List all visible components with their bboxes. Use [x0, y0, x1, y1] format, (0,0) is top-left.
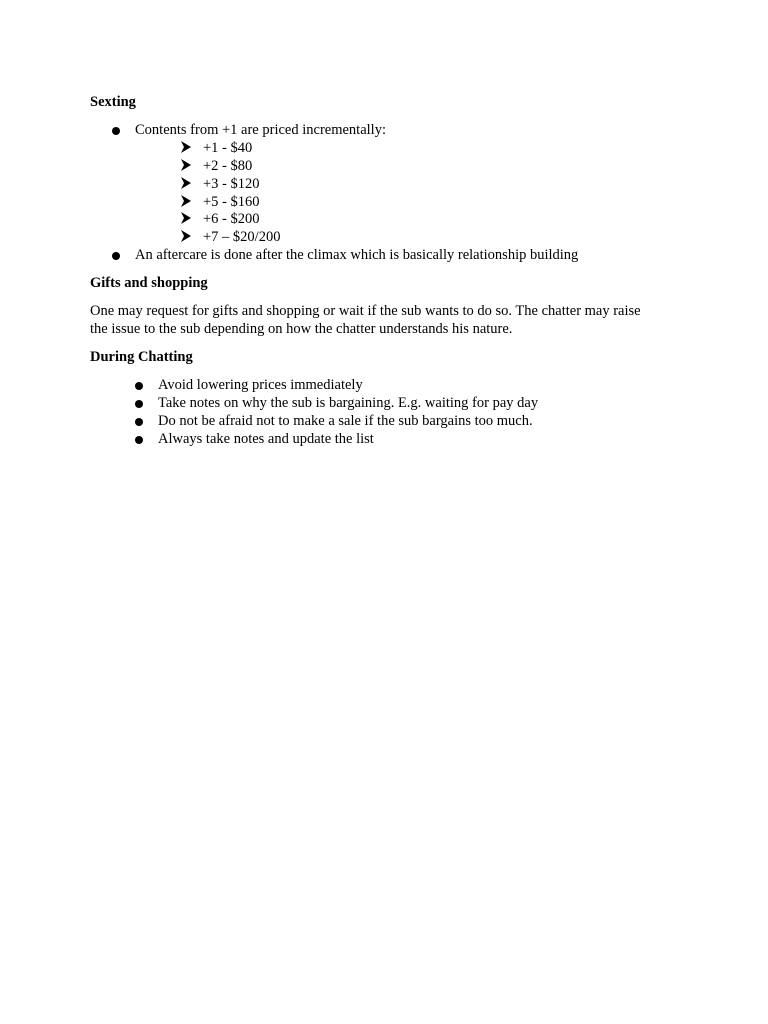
- heading-during-chatting: During Chatting: [90, 349, 193, 365]
- list-item: +6 - $200: [203, 211, 260, 227]
- gifts-paragraph: [90, 302, 690, 338]
- list-item: Always take notes and update the list: [158, 431, 374, 447]
- bullet-icon: [135, 418, 143, 426]
- list-item: +1 - $40: [203, 140, 253, 156]
- arrow-bullet-icon: [181, 141, 191, 153]
- list-item: An aftercare is done after the climax which is basically relationship building: [135, 247, 579, 263]
- list-item: Do not be afraid not to make a sale if the sub bargains too much.: [158, 413, 533, 429]
- arrow-bullet-icon: [181, 195, 191, 207]
- list-item: Avoid lowering prices immediately: [158, 377, 363, 393]
- list-item: +5 - $160: [203, 194, 260, 210]
- list-item: Take notes on why the sub is bargaining. E.g. waiting for pay day: [158, 395, 539, 411]
- list-item: +7 – $20/200: [203, 229, 281, 245]
- bullet-icon: [135, 400, 143, 408]
- arrow-bullet-icon: [181, 230, 191, 242]
- paragraph-line: the issue to the sub depending on how the chatter understands his nature.: [90, 321, 513, 337]
- arrow-bullet-icon: [181, 212, 191, 224]
- list-item: Contents from +1 are priced incrementally:: [135, 122, 386, 138]
- bullet-icon: [135, 382, 143, 390]
- arrow-bullet-icon: [181, 177, 191, 189]
- bullet-icon: [135, 436, 143, 444]
- list-item: +2 - $80: [203, 158, 253, 174]
- bullet-icon: [112, 252, 120, 260]
- arrow-bullet-icon: [181, 159, 191, 171]
- bullet-icon: [112, 127, 120, 135]
- list-item: +3 - $120: [203, 176, 260, 192]
- heading-sexting: Sexting: [90, 94, 136, 110]
- paragraph-line: One may request for gifts and shopping or wait if the sub wants to do so. The chatter may raise: [90, 303, 641, 319]
- heading-gifts: Gifts and shopping: [90, 275, 208, 291]
